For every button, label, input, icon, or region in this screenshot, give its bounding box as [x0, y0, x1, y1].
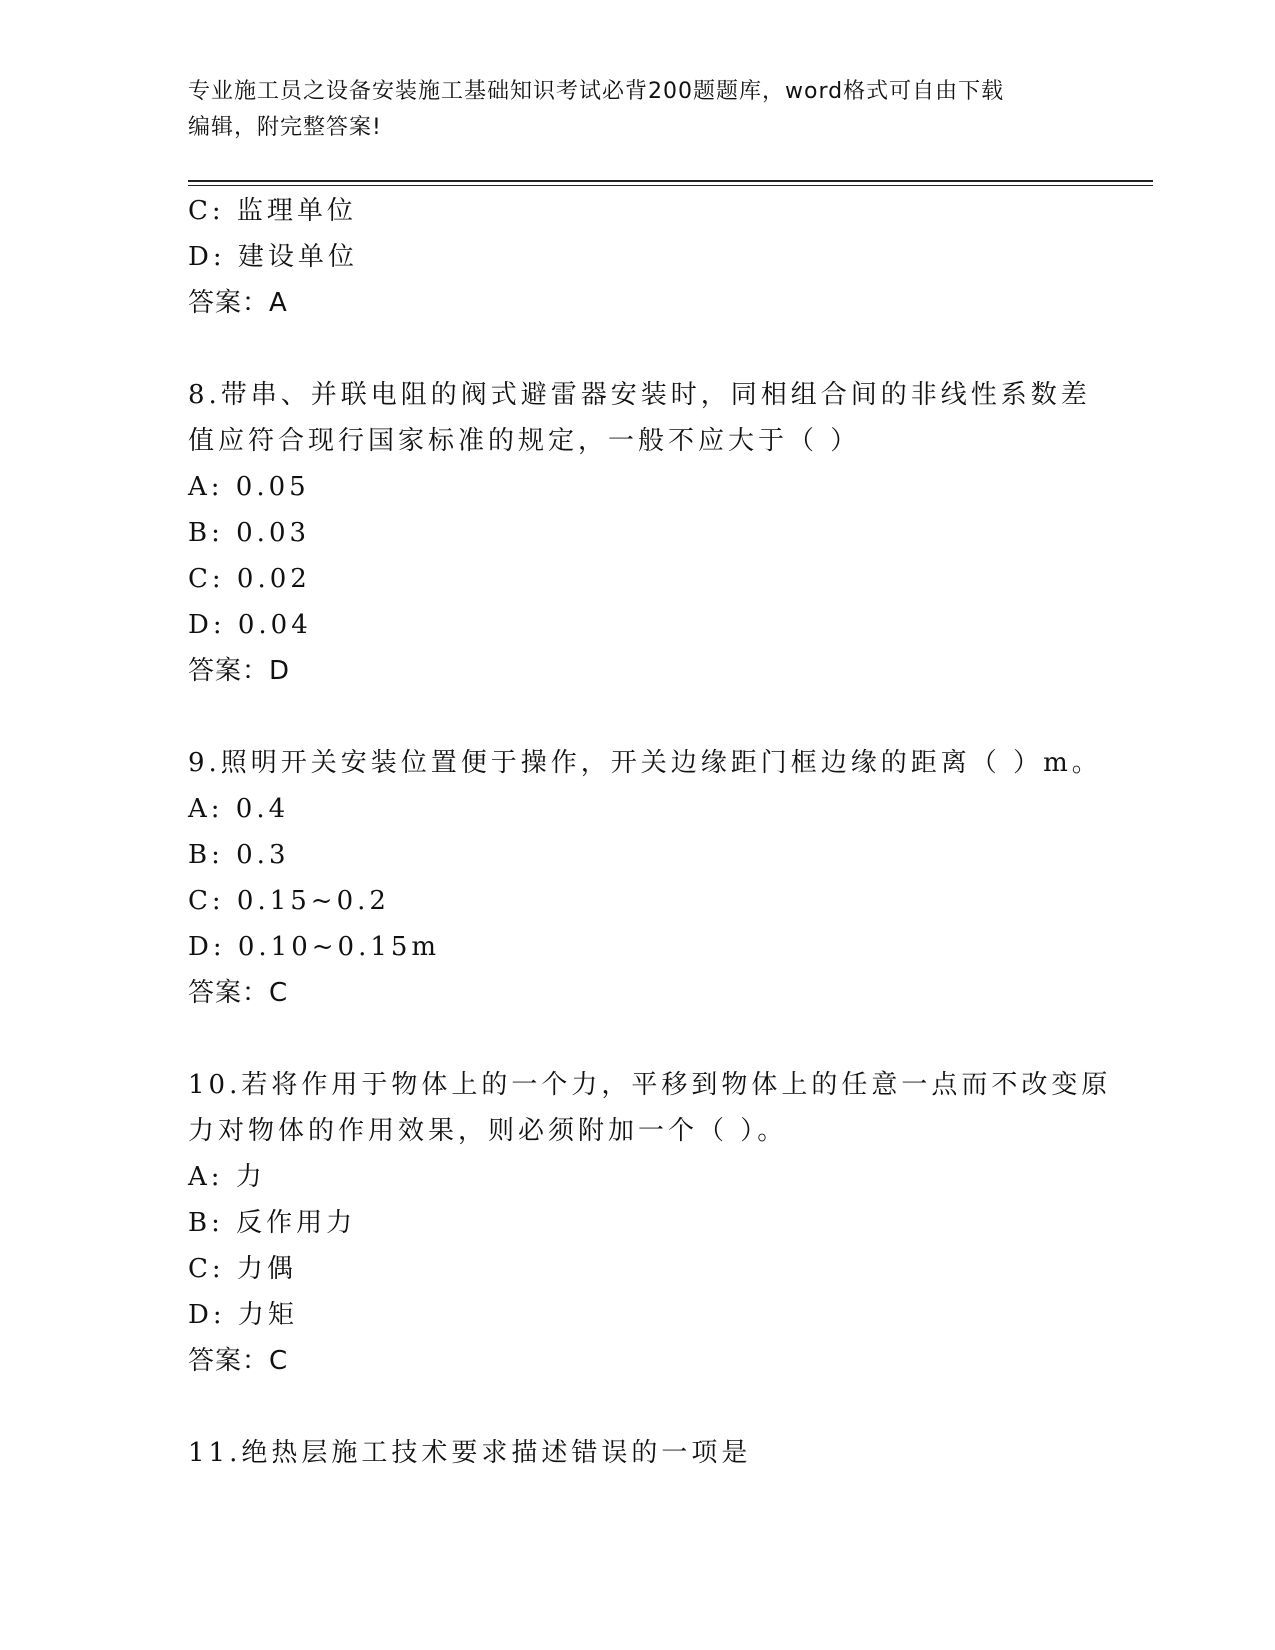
previous-question-tail — [188, 188, 1088, 326]
question-stem-line: 值应符合现行国家标准的规定，一般不应大于（ ） — [188, 426, 861, 456]
spacer — [188, 1016, 1088, 1062]
option-d: D: 建设单位 — [188, 242, 358, 272]
question-stem-line: 10.若将作用于物体上的一个力，平移到物体上的任意一点而不改变原 — [188, 1070, 1112, 1100]
question-content — [188, 188, 1112, 1476]
option-a: A: 力 — [188, 1162, 266, 1192]
spacer — [188, 326, 1088, 372]
answer-label: 答案：A — [188, 288, 288, 318]
question-stem-line: 9.照明开关安装位置便于操作，开关边缘距门框边缘的距离（ ）m。 — [188, 748, 1102, 778]
document-header — [188, 74, 1088, 146]
question-8 — [188, 372, 1091, 694]
option-c: C: 力偶 — [188, 1254, 297, 1284]
header-title-line-2: 编辑，附完整答案! — [188, 115, 382, 140]
option-d: D: 力矩 — [188, 1300, 298, 1330]
option-b: B: 0.03 — [188, 518, 311, 548]
option-c: C: 0.15~0.2 — [188, 886, 390, 916]
option-b: B: 0.3 — [188, 840, 290, 870]
spacer — [188, 694, 1088, 740]
answer-label: 答案：C — [188, 1346, 289, 1376]
spacer — [188, 1384, 1088, 1430]
header-title-line-1: 专业施工员之设备安装施工基础知识考试必背200题题库，word格式可自由下载 — [188, 79, 1005, 104]
answer-label: 答案：D — [188, 656, 291, 686]
header-divider — [188, 180, 1153, 186]
option-c: C: 监理单位 — [188, 196, 357, 226]
option-c: C: 0.02 — [188, 564, 311, 594]
option-a: A: 0.4 — [188, 794, 290, 824]
question-stem-line: 8.带串、并联电阻的阀式避雷器安装时，同相组合间的非线性系数差 — [188, 380, 1091, 410]
option-a: A: 0.05 — [188, 472, 310, 502]
option-d: D: 0.10~0.15m — [188, 932, 441, 962]
question-9 — [188, 740, 1102, 1016]
option-d: D: 0.04 — [188, 610, 312, 640]
question-10 — [188, 1062, 1112, 1384]
question-11 — [188, 1430, 1088, 1476]
option-b: B: 反作用力 — [188, 1208, 357, 1238]
question-stem-line: 力对物体的作用效果，则必须附加一个（ ）。 — [188, 1116, 788, 1146]
answer-label: 答案：C — [188, 978, 289, 1008]
question-stem-line: 11.绝热层施工技术要求描述错误的一项是 — [188, 1438, 752, 1468]
